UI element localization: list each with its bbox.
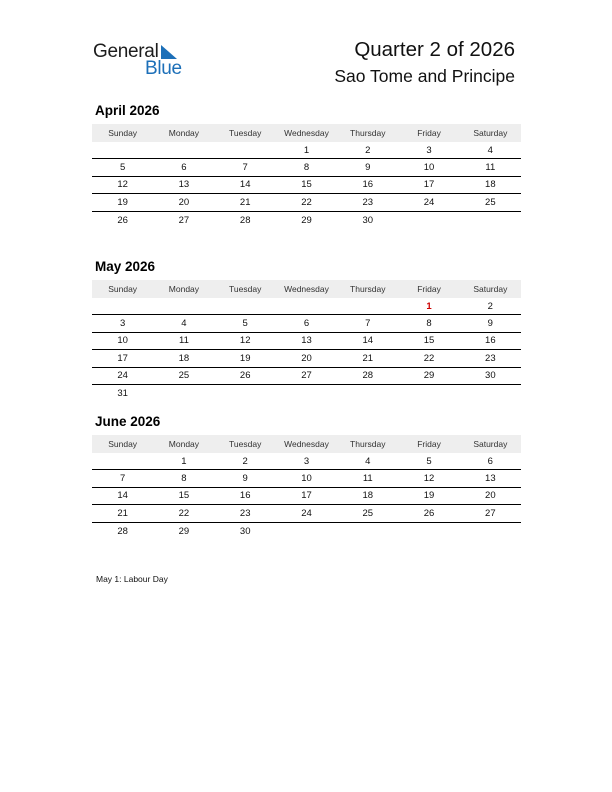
weekday-label: Sunday xyxy=(108,128,138,138)
day-cell: 23 xyxy=(362,196,374,208)
day-cell: 9 xyxy=(365,162,371,174)
day-cell: 5 xyxy=(119,162,126,174)
weekday-label: Monday xyxy=(168,284,200,294)
weekday-label: Friday xyxy=(417,439,441,449)
weekday-label: Wednesday xyxy=(284,128,329,138)
day-cell: 26 xyxy=(117,214,128,226)
weekday-label: Thursday xyxy=(350,284,386,294)
day-cell: 4 xyxy=(487,144,493,156)
month-calendar-june xyxy=(92,413,521,540)
day-cell: 7 xyxy=(119,473,126,485)
weekday-label: Monday xyxy=(168,439,200,449)
day-cell: 18 xyxy=(485,179,496,191)
day-cell: 29 xyxy=(178,525,190,537)
day-cell: 3 xyxy=(426,144,432,156)
day-cell: 13 xyxy=(485,473,496,485)
weekday-label: Monday xyxy=(168,128,200,138)
day-cell: 9 xyxy=(242,473,248,485)
weekday-label: Saturday xyxy=(473,128,508,138)
day-cell: 15 xyxy=(423,335,435,347)
day-cell: 10 xyxy=(301,473,312,485)
weekday-label: Sunday xyxy=(108,284,138,294)
day-cell: 10 xyxy=(423,162,435,174)
weekday-label: Saturday xyxy=(473,284,508,294)
day-cell: 23 xyxy=(239,507,251,519)
day-cell: 14 xyxy=(239,179,251,191)
day-cell: 8 xyxy=(303,162,310,174)
day-cell: 21 xyxy=(117,507,128,519)
day-cell: 13 xyxy=(178,179,190,191)
month-title: June 2026 xyxy=(95,414,161,429)
day-cell: 12 xyxy=(423,473,435,485)
day-cell: 4 xyxy=(365,455,371,467)
day-cell: 6 xyxy=(181,162,187,174)
day-cell: 28 xyxy=(117,525,128,537)
holiday-notes xyxy=(96,574,168,584)
day-cell: 14 xyxy=(117,490,128,502)
day-cell: 10 xyxy=(117,335,128,347)
day-cell: 30 xyxy=(239,525,251,537)
day-cell: 24 xyxy=(301,507,312,519)
day-cell: 16 xyxy=(485,335,496,347)
day-cell: 3 xyxy=(119,318,126,330)
weekday-label: Sunday xyxy=(108,439,138,449)
weekday-label: Wednesday xyxy=(284,439,329,449)
day-cell: 17 xyxy=(423,179,435,191)
day-cell: 29 xyxy=(423,370,435,382)
page-subtitle: Sao Tome and Principe xyxy=(334,66,515,86)
day-cell: 23 xyxy=(485,352,496,364)
day-cell: 1 xyxy=(303,144,310,156)
day-cell: 17 xyxy=(117,352,128,364)
day-cell: 7 xyxy=(365,318,371,330)
week-row xyxy=(92,315,521,332)
day-cell: 26 xyxy=(423,507,435,519)
day-cell: 1 xyxy=(426,300,432,312)
day-cell: 11 xyxy=(362,473,373,485)
weekday-label: Wednesday xyxy=(284,284,329,294)
day-cell: 2 xyxy=(242,455,248,467)
logo-triangle-icon xyxy=(161,45,177,59)
day-cell: 21 xyxy=(239,196,251,208)
weekday-label: Thursday xyxy=(350,128,386,138)
day-cell: 8 xyxy=(181,473,187,485)
day-cell: 16 xyxy=(239,490,251,502)
holiday-note: May 1: Labour Day xyxy=(96,574,168,584)
month-calendar-april xyxy=(92,102,521,229)
month-calendar-may xyxy=(92,258,521,402)
weekday-header-row xyxy=(92,280,521,298)
weekday-label: Tuesday xyxy=(229,439,262,449)
week-row xyxy=(92,194,521,211)
day-cell: 8 xyxy=(426,318,432,330)
day-cell: 19 xyxy=(239,352,251,364)
day-cell: 26 xyxy=(239,370,251,382)
day-cell: 3 xyxy=(303,455,310,467)
day-cell: 28 xyxy=(362,370,374,382)
week-row xyxy=(92,505,521,522)
day-cell: 2 xyxy=(487,300,493,312)
day-cell: 22 xyxy=(423,352,435,364)
generalblue-logo xyxy=(93,40,193,80)
week-row xyxy=(92,488,521,505)
day-cell: 6 xyxy=(303,318,310,330)
day-cell: 30 xyxy=(485,370,496,382)
day-cell: 16 xyxy=(362,179,374,191)
day-cell: 5 xyxy=(426,455,432,467)
week-row xyxy=(92,142,521,159)
day-cell: 5 xyxy=(242,318,248,330)
day-cell: 15 xyxy=(178,490,190,502)
day-cell: 19 xyxy=(423,490,435,502)
day-cell: 24 xyxy=(117,370,128,382)
week-row xyxy=(92,298,521,315)
day-cell: 31 xyxy=(117,388,128,400)
day-cell: 13 xyxy=(301,335,312,347)
month-title: April 2026 xyxy=(95,103,160,118)
day-cell: 17 xyxy=(301,490,312,502)
day-cell: 19 xyxy=(117,196,128,208)
week-row xyxy=(92,350,521,367)
week-row xyxy=(92,368,521,385)
weekday-label: Friday xyxy=(417,128,441,138)
day-cell: 9 xyxy=(487,318,493,330)
logo-text-blue: Blue xyxy=(145,58,182,79)
day-cell: 25 xyxy=(485,196,496,208)
day-cell: 29 xyxy=(301,214,312,226)
logo-text-general: General xyxy=(93,41,159,62)
weekday-header-row xyxy=(92,124,521,142)
day-cell: 27 xyxy=(178,214,190,226)
day-cell: 15 xyxy=(301,179,312,191)
weekday-label: Tuesday xyxy=(229,128,262,138)
day-cell: 30 xyxy=(362,214,374,226)
week-row xyxy=(92,470,521,487)
day-cell: 28 xyxy=(239,214,251,226)
day-cell: 4 xyxy=(181,318,187,330)
day-cell: 12 xyxy=(117,179,128,191)
day-cell: 18 xyxy=(362,490,374,502)
week-row xyxy=(92,177,521,194)
week-row xyxy=(92,385,521,402)
day-cell: 11 xyxy=(178,335,189,347)
day-cell: 22 xyxy=(178,507,190,519)
day-cell: 2 xyxy=(365,144,371,156)
week-row xyxy=(92,333,521,350)
weekday-label: Friday xyxy=(417,284,441,294)
day-cell: 11 xyxy=(485,162,496,174)
weekday-header-row xyxy=(92,435,521,453)
day-cell: 20 xyxy=(485,490,496,502)
day-cell: 27 xyxy=(485,507,496,519)
week-row xyxy=(92,159,521,176)
day-cell: 6 xyxy=(487,455,493,467)
day-cell: 7 xyxy=(242,162,248,174)
month-title: May 2026 xyxy=(95,259,156,274)
day-cell: 27 xyxy=(301,370,312,382)
day-cell: 1 xyxy=(181,455,187,467)
day-cell: 21 xyxy=(362,352,374,364)
day-cell: 22 xyxy=(301,196,312,208)
day-cell: 20 xyxy=(178,196,190,208)
weekday-label: Tuesday xyxy=(229,284,262,294)
week-row xyxy=(92,523,521,540)
day-cell: 25 xyxy=(362,507,374,519)
day-cell: 25 xyxy=(178,370,190,382)
day-cell: 20 xyxy=(301,352,312,364)
day-cell: 12 xyxy=(239,335,251,347)
day-cell: 18 xyxy=(178,352,190,364)
day-cell: 14 xyxy=(362,335,374,347)
week-row xyxy=(92,212,521,229)
day-cell: 24 xyxy=(423,196,435,208)
weekday-label: Saturday xyxy=(473,439,508,449)
weekday-label: Thursday xyxy=(350,439,386,449)
page-title: Quarter 2 of 2026 xyxy=(354,38,515,61)
week-row xyxy=(92,453,521,470)
